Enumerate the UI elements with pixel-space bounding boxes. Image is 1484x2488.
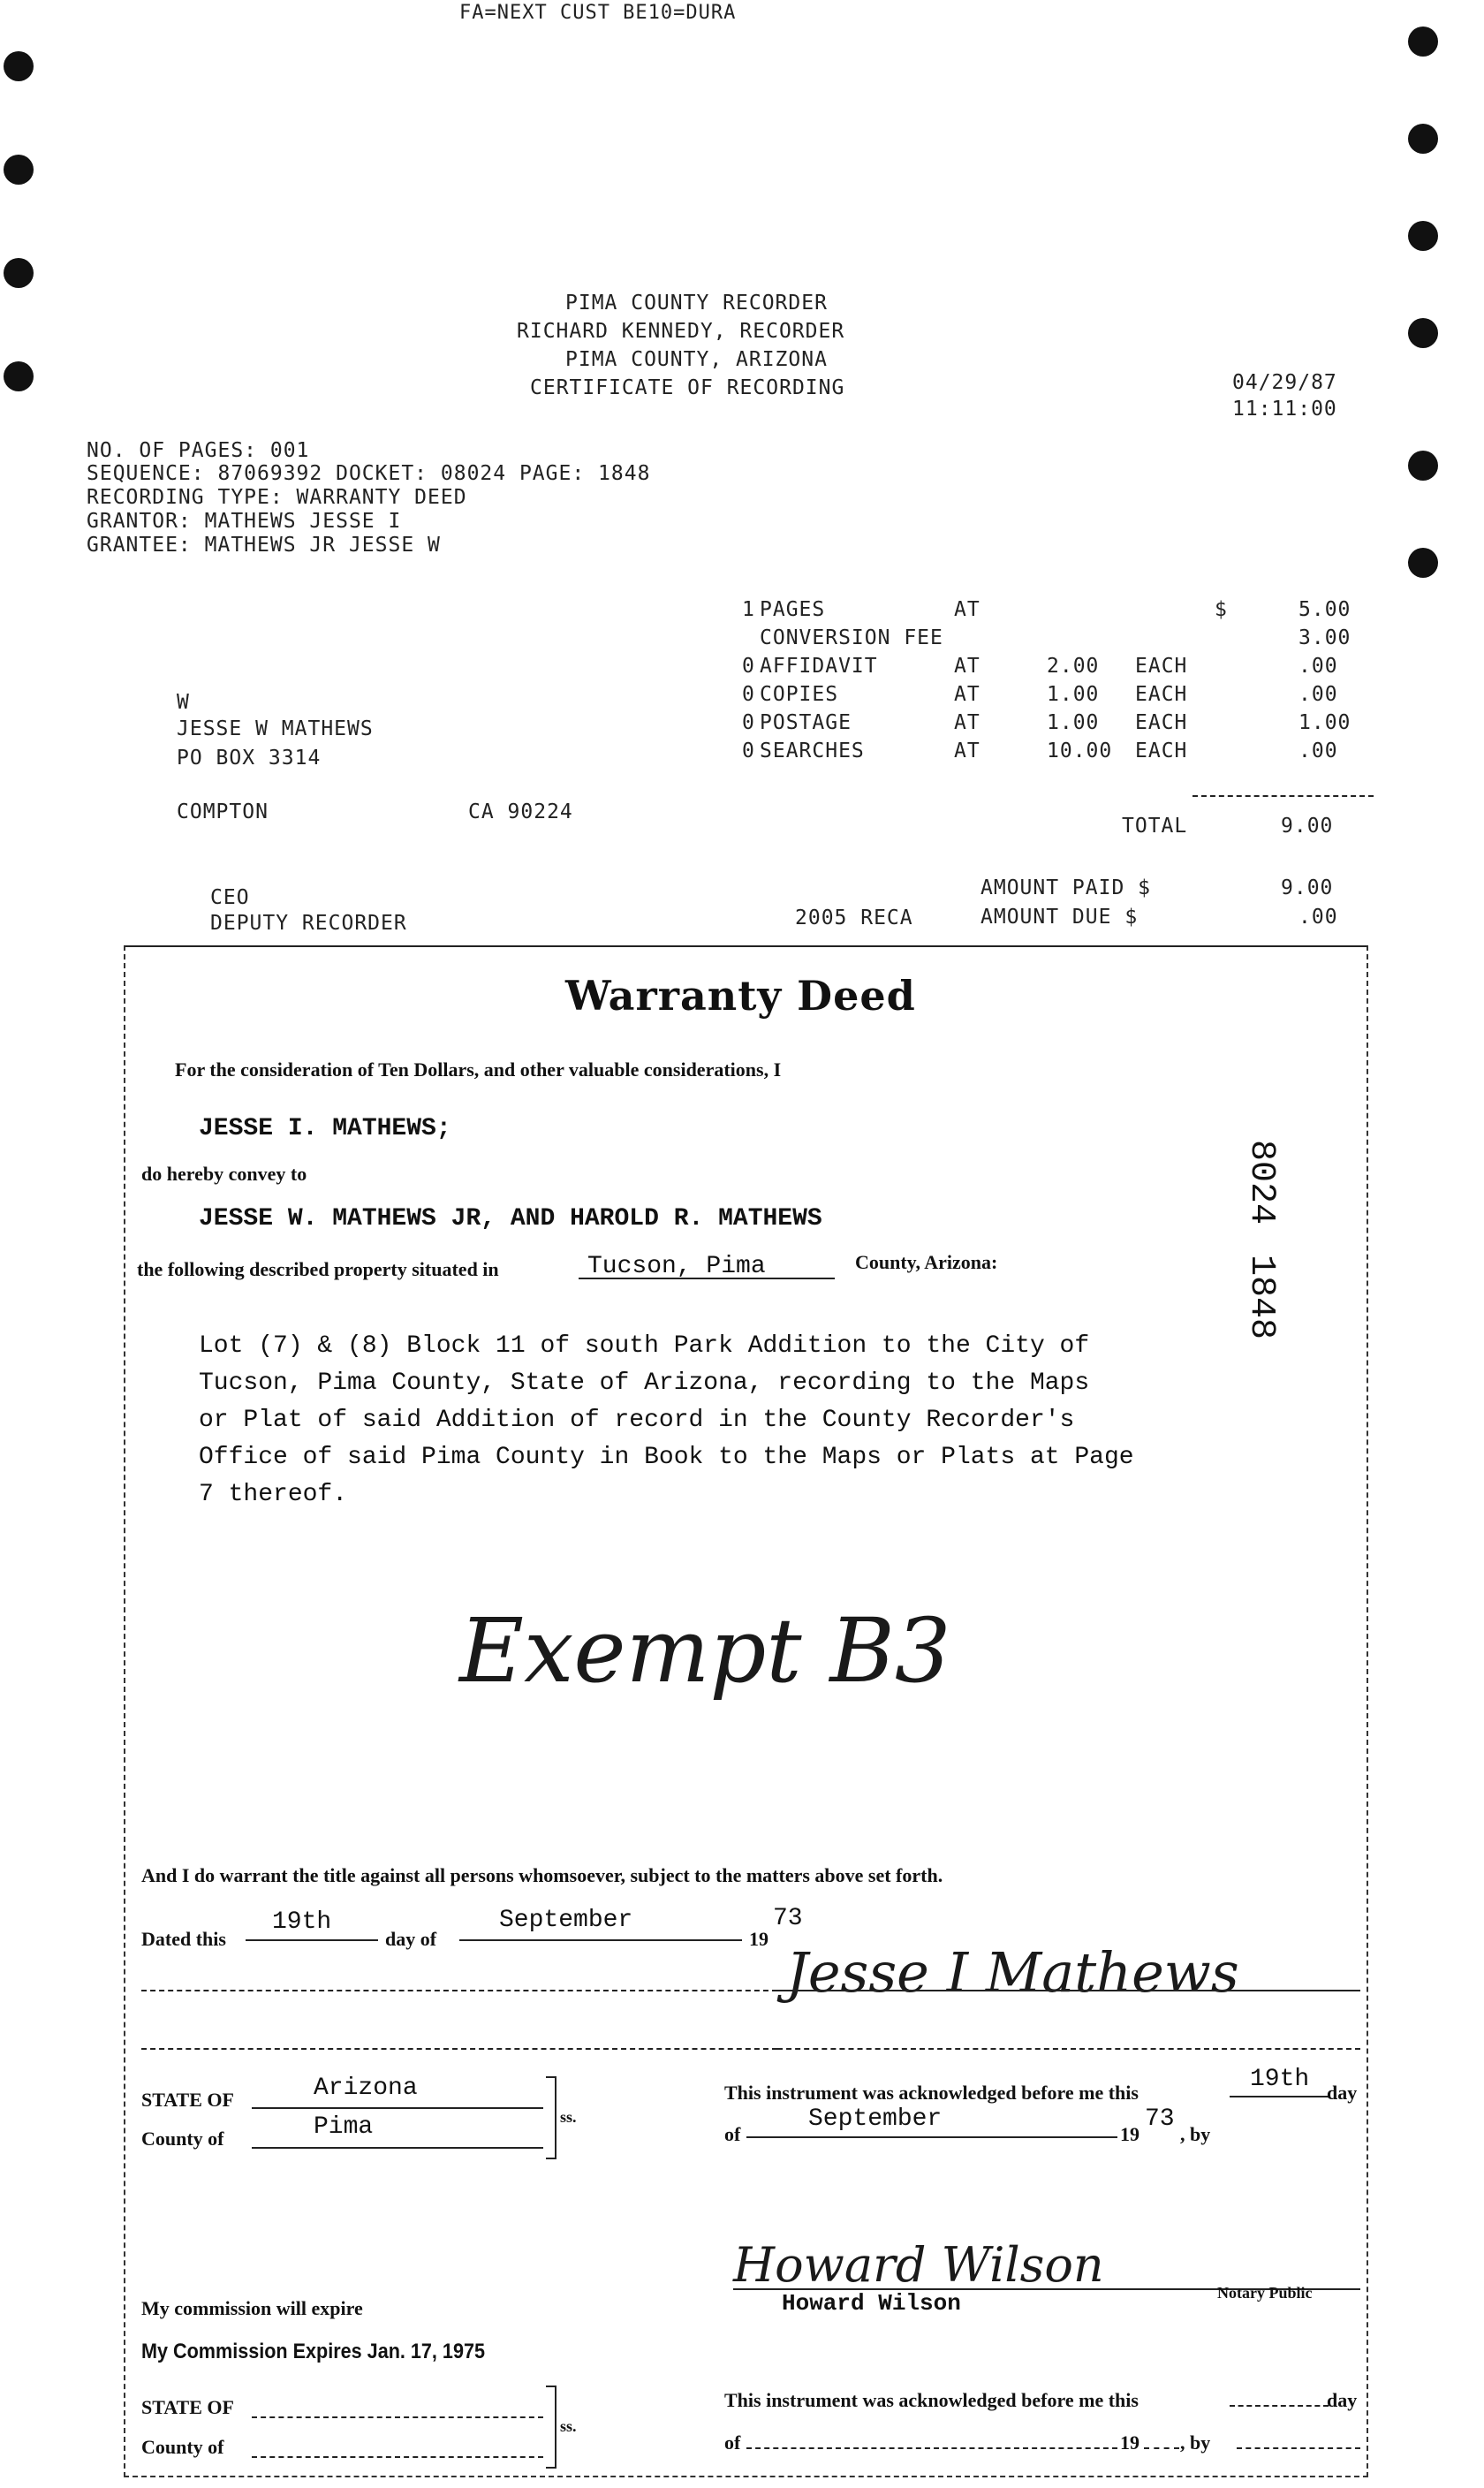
fee-row — [742, 598, 1378, 626]
recording-time: 11:11:00 — [1232, 398, 1337, 421]
signature-line-1 — [141, 1990, 777, 1991]
fee-rate: 2.00 — [1047, 655, 1100, 678]
feed-hole-icon — [4, 155, 34, 185]
dated-day-underline — [246, 1939, 378, 1941]
pages-count: NO. OF PAGES: 001 — [87, 439, 310, 462]
fee-item: POSTAGE — [760, 711, 852, 734]
day-of-label: day of — [385, 1928, 437, 1950]
ack2-of-label: of — [724, 2431, 741, 2454]
recorder-county: PIMA COUNTY, ARIZONA — [565, 348, 828, 371]
commission-stamp: My Commission Expires Jan. 17, 1975 — [141, 2340, 485, 2363]
sequence-docket-page: SEQUENCE: 87069392 DOCKET: 08024 PAGE: 1848 — [87, 462, 651, 485]
ack2-by-underline — [1237, 2447, 1360, 2449]
feed-hole-icon — [1408, 124, 1438, 154]
fee-qty: 1 — [742, 598, 755, 621]
total-divider — [1192, 795, 1374, 797]
amount-paid-label: AMOUNT PAID $ — [980, 876, 1152, 899]
feed-hole-icon — [1408, 451, 1438, 481]
warrant-text: And I do warrant the title against all persons whomsoever, subject to the matters above set forth. — [141, 1864, 943, 1886]
ceo-label: CEO — [210, 886, 250, 909]
commission-label: My commission will expire — [141, 2297, 363, 2319]
deputy-recorder-label: DEPUTY RECORDER — [210, 912, 407, 935]
signature-line-3 — [141, 2048, 777, 2050]
fee-each: EACH — [1135, 711, 1188, 734]
ack2-state-underline — [252, 2416, 543, 2418]
feed-hole-icon — [4, 51, 34, 81]
legal-line: Tucson, Pima County, State of Arizona, recording to the Maps — [199, 1369, 1090, 1397]
ack2-county-underline — [252, 2456, 543, 2458]
fee-each: EACH — [1135, 655, 1188, 678]
ack1-of-label: of — [724, 2123, 741, 2145]
ack1-ack-year: 73 — [1145, 2105, 1175, 2133]
ack2-month-underline — [746, 2447, 1117, 2449]
ack1-by-label: , by — [1180, 2123, 1211, 2145]
notary-public-label: Notary Public — [1217, 2284, 1313, 2302]
fee-item: SEARCHES — [760, 740, 865, 762]
grantor-line: GRANTOR: MATHEWS JESSE I — [87, 510, 402, 533]
fee-dollar: $ — [1215, 598, 1228, 621]
feed-hole-icon — [1408, 27, 1438, 57]
fee-amount: 5.00 — [1298, 598, 1352, 621]
county-arizona-label: County, Arizona: — [855, 1251, 998, 1273]
dated-day: 19th — [272, 1908, 332, 1936]
ack1-ack-month: September — [808, 2105, 943, 2133]
situated-value: Tucson, Pima — [587, 1253, 766, 1280]
deed-grantees: JESSE W. MATHEWS JR, AND HAROLD R. MATHEWS — [199, 1205, 822, 1233]
feed-hole-icon — [4, 258, 34, 288]
ack1-county-underline — [252, 2147, 543, 2149]
fee-amount: .00 — [1298, 740, 1338, 762]
fee-amount: 3.00 — [1298, 626, 1352, 649]
feed-hole-icon — [1408, 221, 1438, 251]
deed-title: Warranty Deed — [565, 972, 916, 1020]
ack1-day-underline — [1230, 2096, 1329, 2097]
mail-state-zip: CA 90224 — [468, 800, 573, 823]
fee-amount: .00 — [1298, 655, 1338, 678]
fee-row — [742, 683, 1378, 711]
fee-item: PAGES — [760, 598, 826, 621]
side-page-number: 1848 — [1241, 1255, 1281, 1340]
ack1-year-prefix: 19 — [1120, 2123, 1140, 2145]
ack1-state-label: STATE OF — [141, 2089, 234, 2111]
ack1-ss: ss. — [560, 2108, 577, 2126]
fee-qty: 0 — [742, 655, 755, 678]
ack1-ack-day: 19th — [1250, 2066, 1310, 2093]
ack2-by-label: , by — [1180, 2431, 1211, 2454]
feed-hole-icon — [4, 361, 34, 391]
ack2-ss: ss. — [560, 2417, 577, 2435]
year-prefix: 19 — [749, 1928, 768, 1950]
fee-at: AT — [954, 683, 980, 706]
legal-line: Lot (7) & (8) Block 11 of south Park Addition to the City of — [199, 1332, 1090, 1360]
dated-label: Dated this — [141, 1928, 226, 1950]
feed-hole-icon — [1408, 318, 1438, 348]
fee-each: EACH — [1135, 740, 1188, 762]
mail-po-box: PO BOX 3314 — [177, 747, 322, 770]
legal-line: or Plat of said Addition of record in the County Recorder's — [199, 1407, 1075, 1434]
fee-at: AT — [954, 655, 980, 678]
amount-due-label: AMOUNT DUE $ — [980, 906, 1139, 929]
recorder-office: PIMA COUNTY RECORDER — [565, 292, 828, 315]
notary-signature: Howard Wilson — [733, 2237, 1104, 2293]
ack2-year-prefix: 19 — [1120, 2431, 1140, 2454]
convey-text: do hereby convey to — [141, 1163, 307, 1185]
side-docket-number: 8024 — [1241, 1140, 1281, 1225]
situated-underline — [579, 1278, 835, 1279]
ack2-county-label: County of — [141, 2436, 224, 2458]
grantor-signature: Jesse I Mathews — [786, 1940, 1239, 2005]
mail-initial: W — [177, 691, 190, 714]
fee-rate: 10.00 — [1047, 740, 1113, 762]
dated-month: September — [499, 1907, 633, 1934]
amount-due: .00 — [1298, 906, 1338, 929]
amount-paid: 9.00 — [1281, 876, 1334, 899]
ack2-day-underline — [1230, 2405, 1329, 2407]
notary-name: Howard Wilson — [782, 2290, 961, 2317]
fee-row — [742, 740, 1378, 768]
ack1-state-underline — [252, 2107, 543, 2109]
fee-qty: 0 — [742, 683, 755, 706]
total-amount: 9.00 — [1281, 815, 1334, 838]
consideration-text: For the consideration of Ten Dollars, and other valuable considerations, I — [175, 1058, 782, 1081]
fee-at: AT — [954, 740, 980, 762]
ack2-brace — [546, 2386, 556, 2469]
legal-line: 7 thereof. — [199, 1481, 348, 1508]
fee-amount: 1.00 — [1298, 711, 1352, 734]
mail-name: JESSE W MATHEWS — [177, 717, 374, 740]
recording-date: 04/29/87 — [1232, 371, 1337, 394]
ack1-ack-text: This instrument was acknowledged before me this — [724, 2082, 1139, 2104]
fee-each: EACH — [1135, 683, 1188, 706]
fee-item: COPIES — [760, 683, 839, 706]
ack1-day-label: day — [1327, 2082, 1358, 2104]
legal-line: Office of said Pima County in Book to the Maps or Plats at Page — [199, 1444, 1134, 1471]
mail-city: COMPTON — [177, 800, 269, 823]
fee-at: AT — [954, 598, 980, 621]
recorder-name: RICHARD KENNEDY, RECORDER — [517, 320, 845, 343]
ack2-day-label: day — [1327, 2389, 1358, 2411]
deed-grantor: JESSE I. MATHEWS; — [199, 1115, 451, 1142]
ack2-year-underline — [1144, 2447, 1179, 2449]
fee-amount: .00 — [1298, 683, 1338, 706]
dated-year: 73 — [773, 1905, 803, 1932]
ack1-county-label: County of — [141, 2128, 224, 2150]
fee-rate: 1.00 — [1047, 683, 1100, 706]
fee-qty: 0 — [742, 740, 755, 762]
ack1-brace — [546, 2076, 556, 2159]
top-strip-text: FA=NEXT CUST BE10=DURA — [459, 2, 737, 24]
ack1-state: Arizona — [314, 2075, 418, 2102]
grantee-line: GRANTEE: MATHEWS JR JESSE W — [87, 534, 441, 557]
fee-row — [742, 626, 1378, 655]
total-label: TOTAL — [1122, 815, 1188, 838]
dated-month-underline — [459, 1939, 742, 1941]
feed-hole-icon — [1408, 548, 1438, 578]
ack1-county: Pima — [314, 2113, 374, 2141]
fee-item: AFFIDAVIT — [760, 655, 878, 678]
signature-line-4 — [777, 2048, 1360, 2050]
exempt-notation: Exempt B3 — [459, 1599, 951, 1703]
fee-row — [742, 711, 1378, 740]
fee-qty: 0 — [742, 711, 755, 734]
fee-rate: 1.00 — [1047, 711, 1100, 734]
ack1-month-underline — [746, 2136, 1117, 2138]
fee-at: AT — [954, 711, 980, 734]
ack2-ack-text: This instrument was acknowledged before me this — [724, 2389, 1139, 2411]
fee-row — [742, 655, 1378, 683]
certificate-title: CERTIFICATE OF RECORDING — [530, 376, 845, 399]
fee-item: CONVERSION FEE — [760, 626, 943, 649]
receipt-code: 2005 RECA — [795, 906, 913, 929]
signature-line-2 — [777, 1990, 1360, 1991]
situated-label: the following described property situated in — [137, 1258, 499, 1280]
recording-type: RECORDING TYPE: WARRANTY DEED — [87, 486, 467, 509]
ack2-state-label: STATE OF — [141, 2396, 234, 2418]
